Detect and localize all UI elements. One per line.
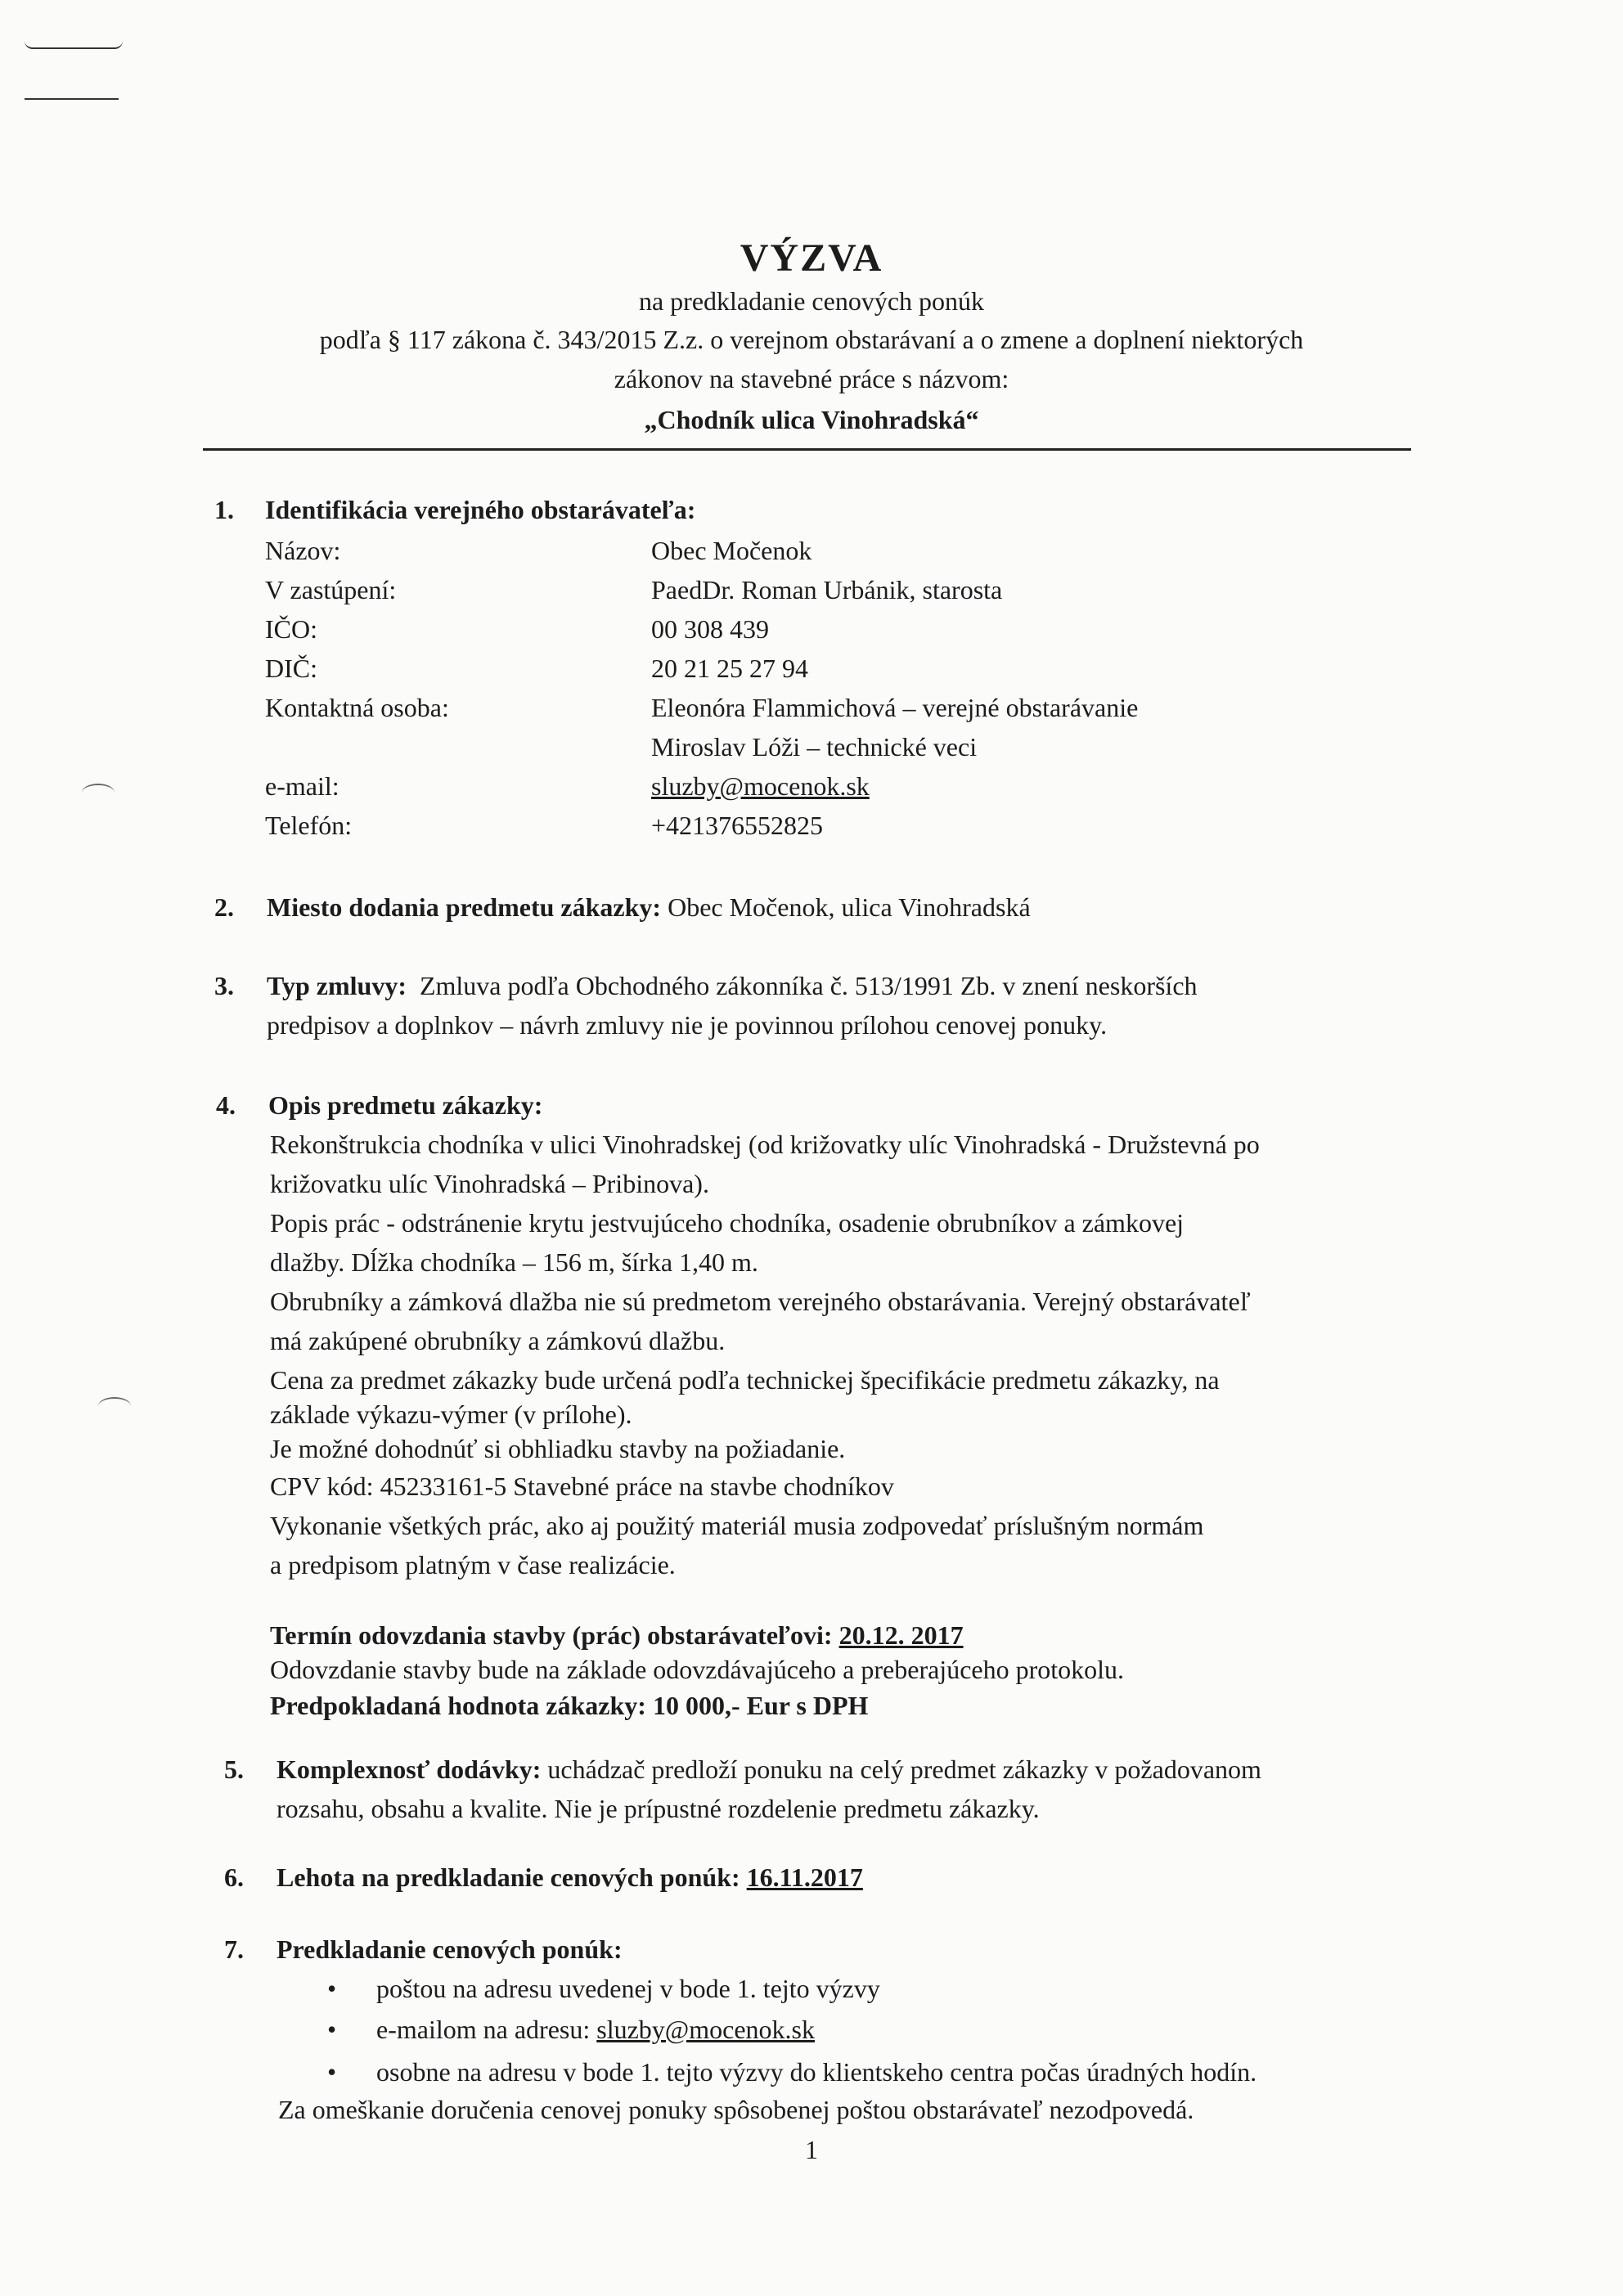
label-nazov: Názov:	[265, 536, 341, 565]
label-dic: DIČ:	[265, 654, 317, 683]
term-date: 20.12. 2017	[838, 1620, 964, 1650]
label-telefon: Telefón:	[265, 811, 353, 840]
desc-line-6: má zakúpené obrubníky a zámkovú dlažbu.	[270, 1326, 726, 1355]
section-2-heading: Miesto dodania predmetu zákazky:	[267, 892, 662, 922]
value-nazov: Obec Močenok	[651, 536, 812, 565]
section-2-number: 2.	[214, 892, 234, 922]
section-6-date: 16.11.2017	[746, 1862, 863, 1892]
bullet-dot-1: •	[327, 1974, 337, 2003]
section-5-heading: Komplexnosť dodávky:	[276, 1755, 542, 1784]
value-telefon: +421376552825	[651, 811, 824, 840]
scan-mark-line	[25, 98, 119, 100]
desc-line-11: Vykonanie všetkých prác, ako aj použitý materiál musia zodpovedať príslušným normám	[270, 1511, 1204, 1540]
handover-text: Odovzdanie stavby bude na základe odovzdávajúceho a preberajúceho protokolu.	[270, 1655, 1125, 1684]
scan-mark-curve-1	[82, 784, 115, 802]
scan-mark-curve-2	[98, 1397, 131, 1415]
term-line	[270, 1616, 964, 1655]
bullet-text-2: e-mailom na adresu:	[376, 2015, 597, 2044]
label-zastupeni: V zastúpení:	[265, 575, 397, 604]
section-3-line-1	[267, 967, 1408, 1005]
value-ico: 00 308 439	[651, 614, 769, 644]
section-2-text: Obec Močenok, ulica Vinohradská	[661, 892, 1031, 922]
section-3-text-1: Zmluva podľa Obchodného zákonníka č. 513/1991 Zb. v znení neskorších	[419, 971, 1198, 1000]
bullet-email-link[interactable]: sluzby@mocenok.sk	[596, 2015, 815, 2044]
desc-line-12: a predpisom platným v čase realizácie.	[270, 1550, 676, 1579]
desc-line-4: dlažby. Dĺžka chodníka – 156 m, šírka 1,40 m.	[270, 1247, 758, 1277]
label-kontakt: Kontaktná osoba:	[265, 693, 449, 722]
desc-line-7: Cena za predmet zákazky bude určená podľa technickej špecifikácie predmetu zákazky, na	[270, 1365, 1220, 1395]
desc-line-8: základe výkazu-výmer (v prílohe).	[270, 1400, 632, 1429]
section-6-line	[276, 1858, 863, 1897]
desc-line-1: Rekonštrukcia chodníka v ulici Vinohradskej (od križovatky ulíc Vinohradská - Družstevná po	[270, 1130, 1260, 1159]
email-link[interactable]: sluzby@mocenok.sk	[651, 771, 870, 801]
value-kontakt-2: Miroslav Lóži – technické veci	[651, 732, 978, 762]
bullet-dot-3: •	[327, 2057, 337, 2087]
estimated-value: Predpokladaná hodnota zákazky: 10 000,- Eur s DPH	[270, 1691, 869, 1720]
section-5-text-1: uchádzač predloží ponuku na celý predmet zákazky v požadovanom	[541, 1755, 1261, 1784]
section-5-number: 5.	[224, 1755, 244, 1784]
desc-line-9: Je možné dohodnúť si obhliadku stavby na požiadanie.	[270, 1434, 846, 1463]
section-7-heading: Predkladanie cenových ponúk:	[276, 1934, 623, 1964]
header-line-3: zákonov na stavebné práce s názvom:	[614, 364, 1009, 393]
bullet-dot-2: •	[327, 2015, 337, 2044]
bullet-text-3: osobne na adresu v bode 1. tejto výzvy do klientskeho centra počas úradných hodín.	[376, 2057, 1257, 2087]
section-6-heading: Lehota na predkladanie cenových ponúk:	[276, 1862, 747, 1892]
section-3-text-2: predpisov a doplnkov – návrh zmluvy nie je povinnou prílohou cenovej ponuky.	[267, 1010, 1108, 1040]
label-email: e-mail:	[265, 771, 339, 801]
section-1-heading: Identifikácia verejného obstarávateľa:	[265, 495, 696, 524]
section-5-line-1	[276, 1750, 1261, 1789]
header-rule	[203, 448, 1411, 451]
label-ico: IČO:	[265, 614, 317, 644]
scan-mark-top	[25, 41, 123, 49]
bullet-text-1: poštou na adresu uvedenej v bode 1. tejto výzvy	[376, 1974, 880, 2003]
section-7-note: Za omeškanie doručenia cenovej ponuky spôsobenej poštou obstarávateľ nezodpovedá.	[278, 2095, 1194, 2124]
section-7-number: 7.	[224, 1934, 244, 1964]
section-1-number: 1.	[214, 495, 234, 524]
document-title: VÝZVA	[740, 236, 883, 280]
value-kontakt-1: Eleonóra Flammichová – verejné obstarávanie	[651, 693, 1139, 722]
term-label: Termín odovzdania stavby (prác) obstarávateľovi:	[270, 1620, 839, 1650]
section-3-number: 3.	[214, 971, 234, 1000]
desc-line-5: Obrubníky a zámková dlažba nie sú predmetom verejného obstarávania. Verejný obstarávateľ	[270, 1287, 1251, 1316]
section-2-line	[267, 888, 1031, 927]
value-dic: 20 21 25 27 94	[651, 654, 808, 683]
desc-line-2: križovatku ulíc Vinohradská – Pribinova).	[270, 1169, 709, 1198]
project-name: „Chodník ulica Vinohradská“	[644, 405, 979, 434]
section-4-heading: Opis predmetu zákazky:	[268, 1090, 543, 1120]
header-line-1: na predkladanie cenových ponúk	[638, 286, 985, 316]
section-3-heading: Typ zmluvy:	[267, 971, 407, 1000]
page-number: 1	[805, 2135, 818, 2164]
section-6-number: 6.	[224, 1862, 244, 1892]
value-zastupeni: PaedDr. Roman Urbánik, starosta	[651, 575, 1003, 604]
desc-line-10: CPV kód: 45233161-5 Stavebné práce na stavbe chodníkov	[270, 1472, 894, 1501]
header-line-2: podľa § 117 zákona č. 343/2015 Z.z. o verejnom obstarávaní a o zmene a doplnení niektorých	[319, 325, 1304, 354]
section-4-number: 4.	[216, 1090, 236, 1120]
bullet-line-2	[376, 2011, 815, 2049]
section-5-text-2: rozsahu, obsahu a kvalite. Nie je prípustné rozdelenie predmetu zákazky.	[276, 1794, 1040, 1823]
desc-line-3: Popis prác - odstránenie krytu jestvujúceho chodníka, osadenie obrubníkov a zámkovej	[270, 1208, 1185, 1238]
